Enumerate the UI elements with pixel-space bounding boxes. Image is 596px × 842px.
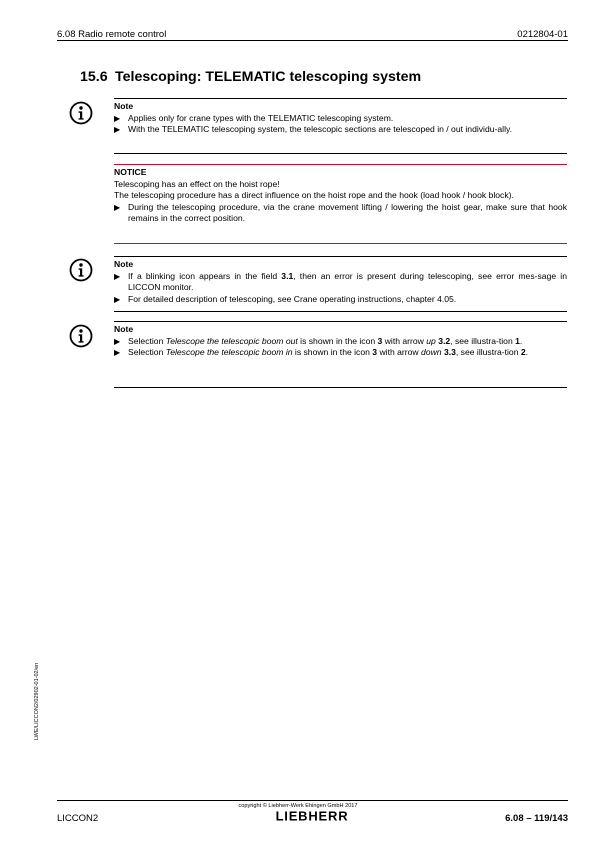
notice-item: ▶ During the telescoping procedure, via the crane movement lifting / lowering the hoist gear, make sure that hook remains in the correct position. [114,201,567,224]
title-number: 15.6 [80,69,108,85]
header-section: 6.08 Radio remote control [57,29,167,40]
page-number: 6.08 – 119/143 [505,813,568,824]
footer-divider [57,800,568,801]
note3-item-1: ▶ Selection Telescope the telescopic boom out is shown in the icon 3 with arrow up 3.2, see illustra-tion 1. [114,335,523,346]
bullet-arrow-icon: ▶ [114,125,121,135]
note2-heading: Note [114,259,134,269]
info-icon [69,101,93,125]
note2 [114,259,567,305]
note1-item-2: ▶ With the TELEMATIC telescoping system, the telescopic sections are telescoped in / out individu-ally. [114,124,513,135]
title-text: Telescoping: TELEMATIC telescoping system [115,69,422,85]
footer-left: LICCON2 [57,813,99,824]
header-divider [57,40,568,41]
notice [114,167,567,225]
note2-item-2: ▶ For detailed description of telescoping, see Crane operating instructions, chapter 4.05. [114,293,457,304]
bullet-arrow-icon: ▶ [114,113,121,123]
info-icon [69,324,93,348]
notice-line-2: The telescoping procedure has a direct influence on the hoist rope and the hook (load hook / hook block). [114,190,514,201]
bullet-arrow-icon: ▶ [114,294,121,304]
bullet-arrow-icon: ▶ [114,271,121,281]
header-doc-number: 0212804-01 [517,29,568,40]
note1-heading: Note [114,101,134,111]
bullet-arrow-icon: ▶ [114,348,121,358]
copyright-notice: copyright © Liebherr-Werk Ehingen GmbH 2017 [238,803,358,809]
note1-bottom-rule [114,153,567,154]
note1 [114,101,567,136]
note3-top-rule [114,321,567,322]
note3 [114,324,567,359]
notice-top-rule [114,164,567,165]
notice-heading: NOTICE [114,167,147,177]
bullet-arrow-icon: ▶ [114,336,121,346]
notice-bottom-rule [114,243,567,244]
liebherr-logo [269,809,355,822]
note3-bottom-rule [114,387,567,388]
note2-top-rule [114,256,567,257]
note1-top-rule [114,98,567,99]
note2-item-1: ▶ If a blinking icon appears in the field 3.1, then an error is present during telescoping, see error mes-sage in LICCON monitor. [114,270,567,293]
page-title [80,69,421,85]
bullet-arrow-icon: ▶ [114,202,121,212]
svg-text:LIEBHERR: LIEBHERR [275,809,349,822]
notice-line-1: Telescoping has an effect on the hoist rope! [114,178,280,189]
note3-item-2: ▶ Selection Telescope the telescopic boom in is shown in the icon 3 with arrow down 3.3, see illustra-tion 2. [114,347,529,358]
document-code-vertical: LWE/LICCON2/02902-01-02/en [34,662,40,740]
note3-heading: Note [114,324,134,334]
note2-bottom-rule [114,311,567,312]
info-icon [69,258,93,282]
note1-item-1: ▶ Applies only for crane types with the TELEMATIC telescoping system. [114,112,394,123]
